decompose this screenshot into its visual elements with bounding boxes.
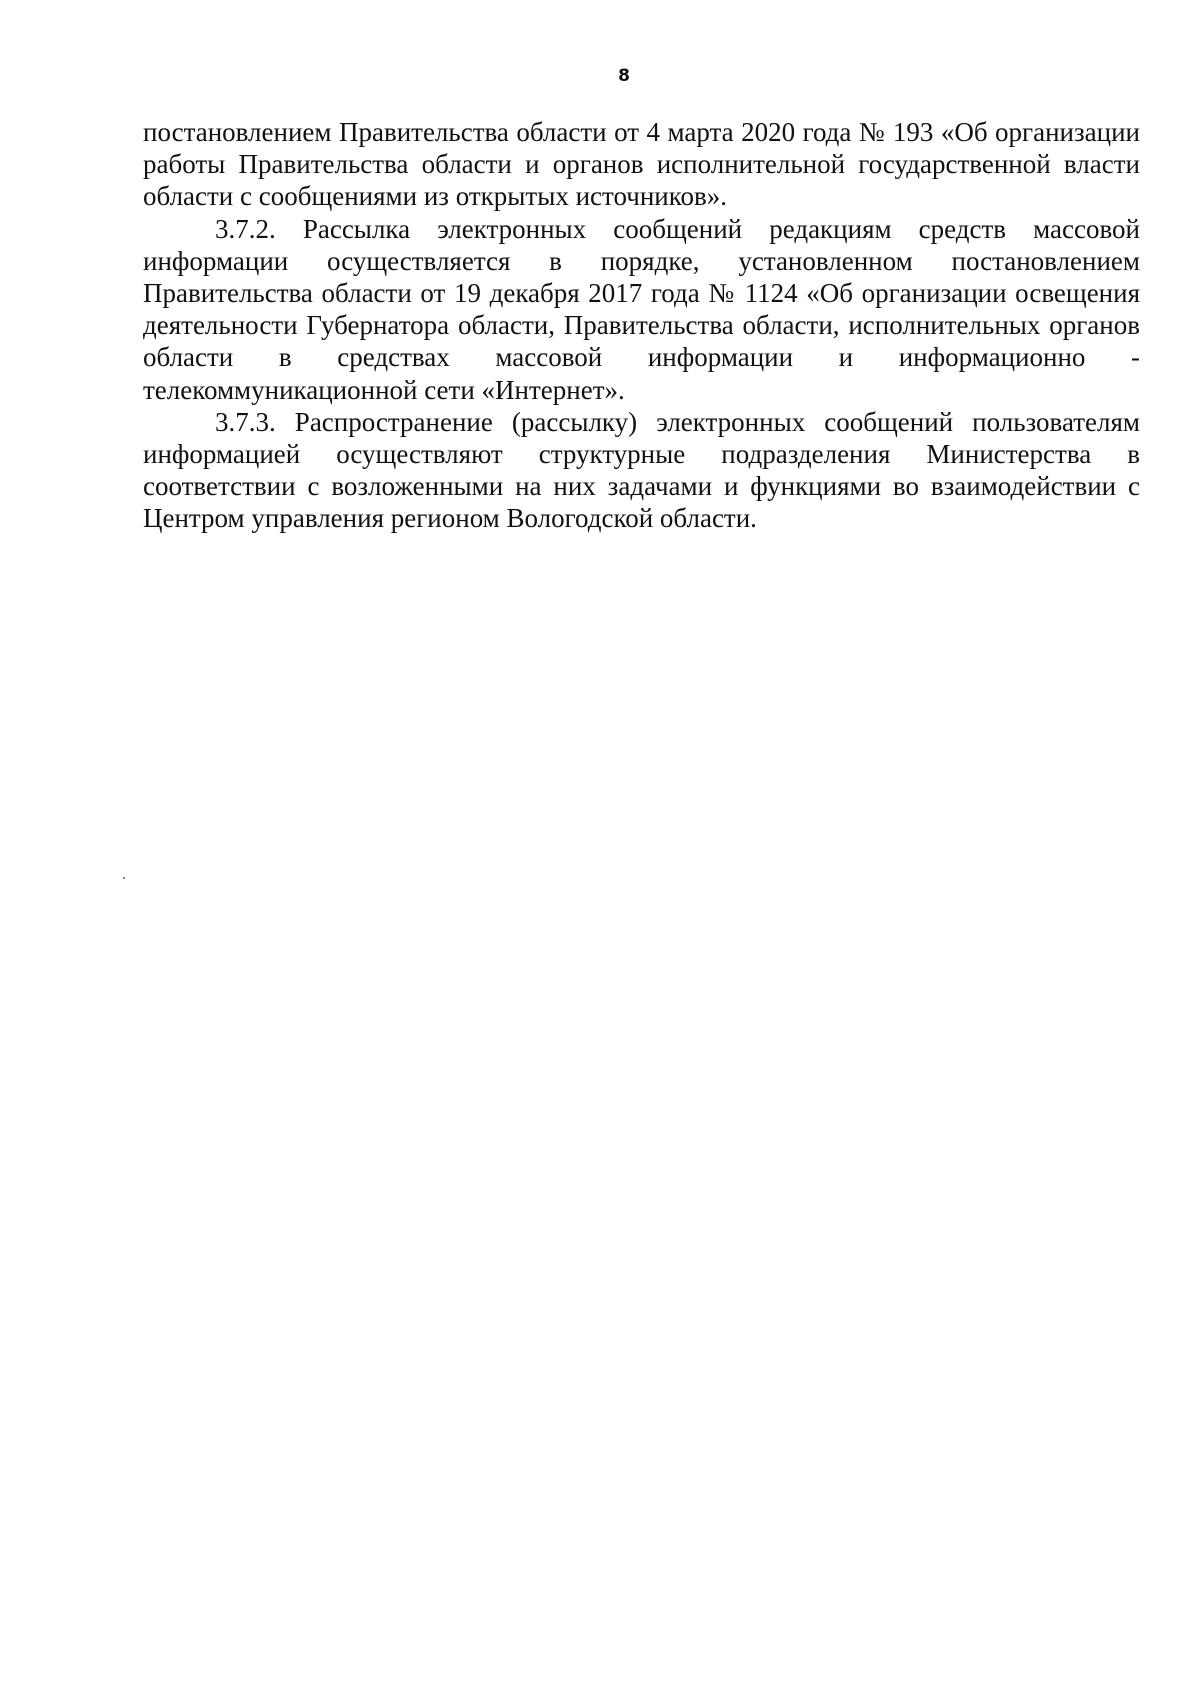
paragraph-3-7-2: 3.7.2. Рассылка электронных сообщений редакциям средств массовой информации осуществляется в порядке, установленном постановлением Правительства области от 19 декабря 2017 года № 1124 «Об организации освещения деятельности Губернатора области, Правительства области, исполнительных органов области в средствах массовой информации и информационно - телекоммуникационной сети «Интернет». [143,213,1140,405]
page-number: 8 [618,66,630,86]
paragraph-continuation: постановлением Правительства области от 4 марта 2020 года № 193 «Об организации работы Правительства области и органов исполнительной государственной власти области с сообщениями из открытых источников». [143,117,1140,212]
scan-speck [123,877,125,879]
document-body [143,116,1140,535]
paragraph-3-7-3: 3.7.3. Распространение (рассылку) электронных сообщений пользователям информацией осуществляют структурные подразделения Министерства в соответствии с возложенными на них задачами и функциями во взаимодействии с Центром управления регионом Вологодской области. [143,406,1140,534]
